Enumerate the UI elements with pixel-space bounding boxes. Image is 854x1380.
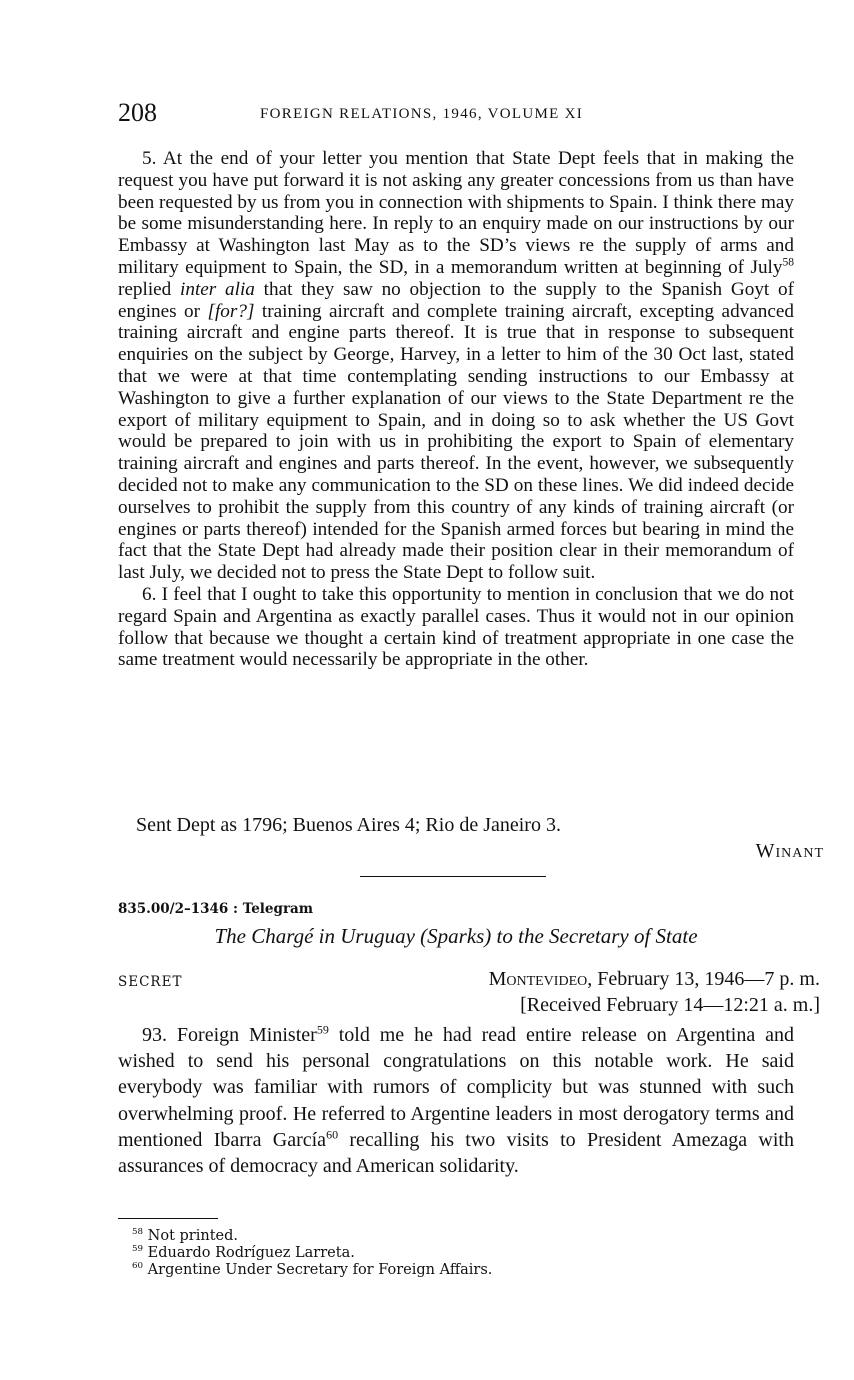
running-title: FOREIGN RELATIONS, 1946, VOLUME XI [260,106,584,122]
paragraph-6: 6. I feel that I ought to take this opportunity to mention in conclusion that we do not regard Spain and Argentina as exactly parallel cases. Thus it would not in our opinion follow that because we thought a certain kind of treatment appropriate in one case the same treatment would necessarily be appropriate in the other. [118,583,794,671]
telegram-body [118,1022,794,1179]
signature: Winant [755,840,824,862]
place-name: Montevideo [488,968,588,990]
document-title: The Chargé in Uruguay (Sparks) to the Secretary of State [214,924,698,948]
footnote: $^{59}$ Eduardo Rodríguez Larreta. [132,1244,355,1261]
paragraph-93: 93. Foreign Minister$^{59}$ told me he had read entire release on Argentina and wished to send his personal congratulations on this notable work. He said everybody was familiar with rumors of complicity but was stunned with such overwhelming proof. He referred to Argentine leaders in most derogatory terms and mentioned Ibarra García$^{60}$ recalling his two visits to President Amezaga with assurances of democracy and American solidarity. [118,1022,794,1178]
italic-phrase: inter alia [180,278,255,300]
received-line: [Received February 14—12:21 a. m.] [520,994,820,1016]
classification: SECRET [118,974,183,990]
footnote-ref-59[interactable]: 59 [316,1022,329,1037]
editorial-insertion: [for?] [207,300,255,322]
paragraph-5: 5. At the end of your letter you mention that State Dept feels that in making the request you have put forward it is not asking any greater concessions from us than have been requested by us from you in connection with shipments to Spain. I think there may be some misunderstanding here. In reply to an enquiry made on our instructions by our Embassy at Washington last May as to the SD’s views re the supply of arms and military equipment to Spain, the SD, in a memorandum written at beginning of July$^{58}$ replied inter alia that they saw no objection to the supply to the Spanish Goyt of engines or [for?] training aircraft and complete training aircraft, excepting advanced training aircraft and engine parts thereof. It is true that in response to subsequent enquiries on the subject by George, Harvey, in a letter to him of the 30 Oct last, stated that we were at that time contemplating sending instructions to our Embassy at Washington to give a further explanation of our views to the State Department re the export of military equipment to Spain, and in doing so to ask whether the US Govt would be prepared to join with us in prohibiting the export to Spain of elementary training aircraft and engines and parts thereof. In the event, however, we subsequently decided not to make any communication to the SD on these lines. We did indeed decide ourselves to prohibit the supply from this country of any kinds of training aircraft (or engines or parts thereof) intended for the Spanish armed forces but bearing in mind the fact that the State Dept had already made their position clear in their memorandum of last July, we decided not to press the State Dept to follow suit. [118,148,794,584]
file-number: 835.00/2–1346 : Telegram [118,901,314,917]
footnote: $^{60}$ Argentine Under Secretary for Foreign Affairs. [132,1261,493,1278]
page-number: 208 [118,98,157,127]
section-divider [360,876,546,877]
place-date-line: Montevideo, February 13, 1946—7 p. m. [488,968,820,990]
footnote-divider [118,1218,218,1219]
page-header [118,98,794,134]
footnotes [132,1228,492,1279]
sent-line: Sent Dept as 1796; Buenos Aires 4; Rio de Janeiro 3. [136,814,561,836]
footnote-ref-58[interactable]: 58 [782,256,794,269]
footnote: $^{58}$ Not printed. [132,1227,239,1244]
letter-body [118,148,794,671]
footnote-ref-60[interactable]: 60 [326,1127,339,1142]
